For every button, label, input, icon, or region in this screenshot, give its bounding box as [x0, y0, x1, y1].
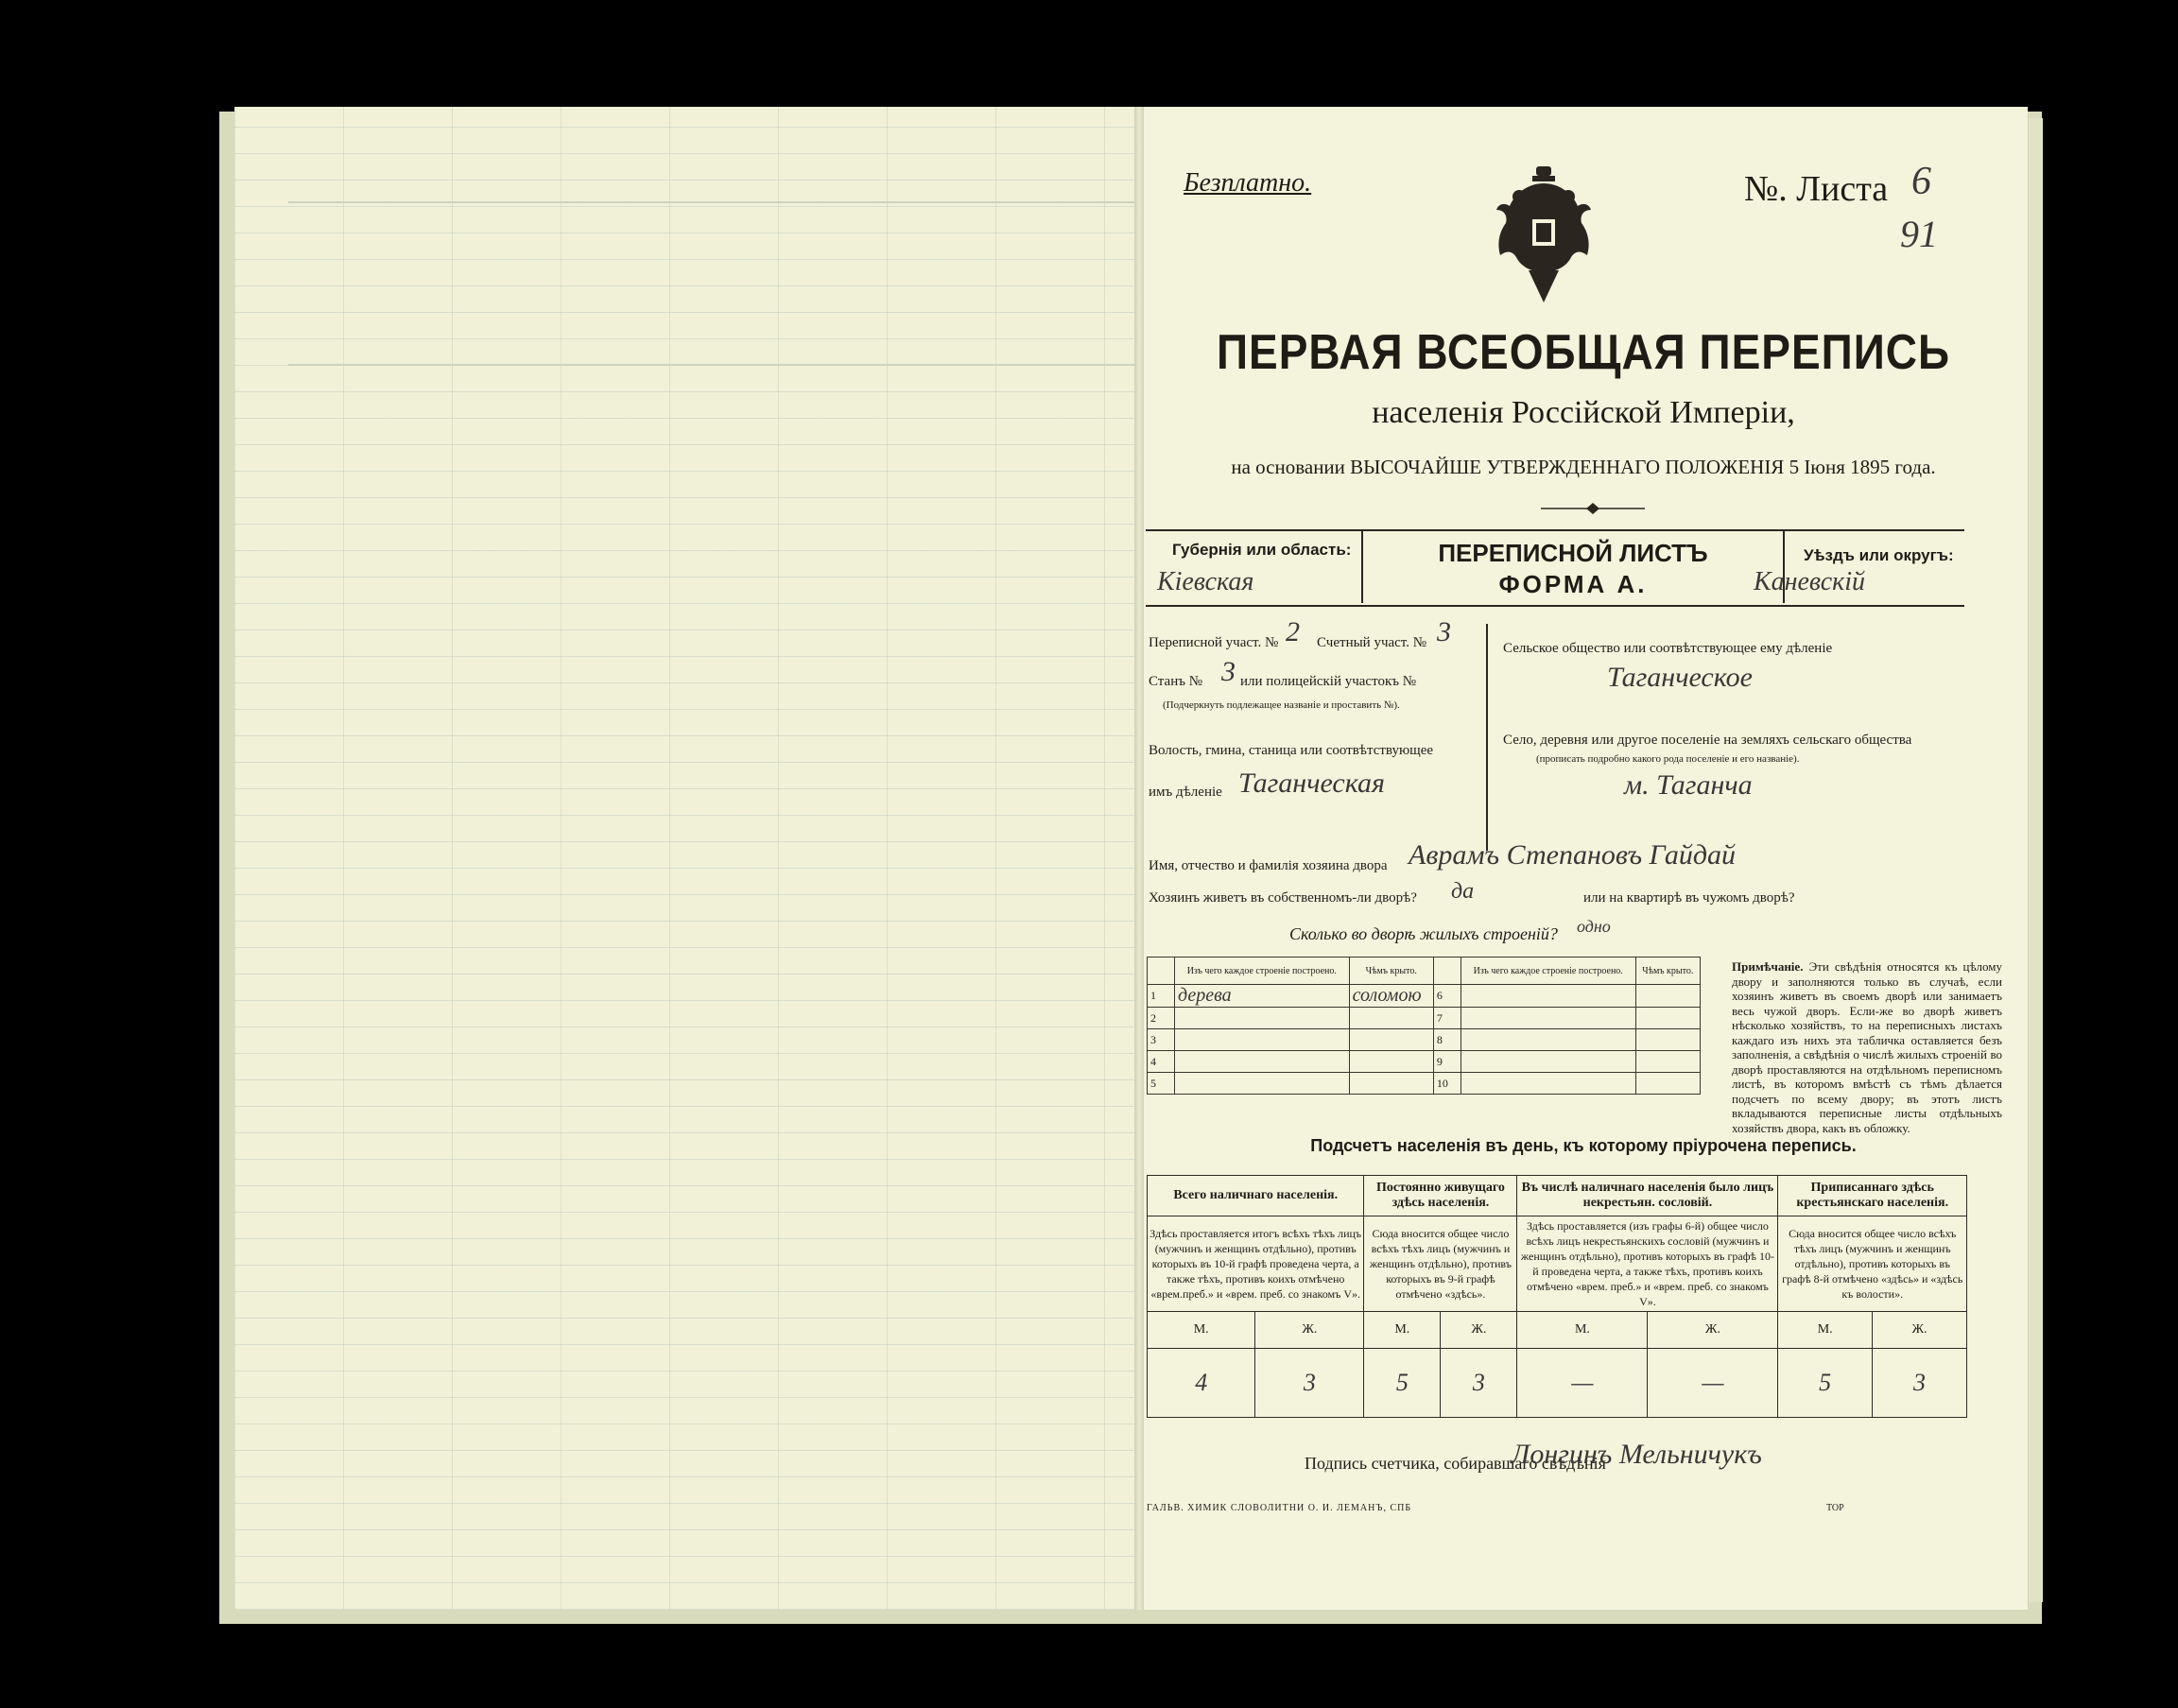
- roof-cell: [1349, 1029, 1433, 1051]
- dwellings-table: [1147, 957, 1701, 1095]
- roof-cell: [1635, 985, 1700, 1008]
- table-header-row: [1148, 958, 1701, 985]
- count-area-value: 3: [1437, 616, 1451, 647]
- table-row: [1148, 1051, 1701, 1073]
- table-header-cell: Чѣмъ крыто.: [1635, 958, 1700, 985]
- population-table: [1147, 1175, 1967, 1418]
- male-label: М.: [1148, 1312, 1255, 1349]
- male-count: 5: [1778, 1349, 1872, 1418]
- lives-value: да: [1451, 879, 1475, 904]
- female-label: Ж.: [1648, 1312, 1778, 1349]
- buildings-value: одно: [1577, 917, 1611, 936]
- material-cell: [1461, 1008, 1635, 1029]
- sheet-number-label: №. Листа: [1744, 169, 1889, 209]
- census-area-label: Переписной участ. №: [1149, 635, 1279, 650]
- table-header-cell: [1433, 958, 1461, 985]
- buildings-label: Сколько во дворѣ жилыхъ строеній?: [1289, 924, 1558, 943]
- stan-label: Станъ №: [1149, 674, 1203, 689]
- decree-line: на основании ВЫСОЧАЙШЕ УТВЕРЖДЕННАГО ПОЛОЖЕНІЯ 5 Іюня 1895 года.: [1231, 456, 1936, 478]
- printer-mark: TOP: [1826, 1503, 1844, 1513]
- free-label: Безплатно.: [1184, 168, 1312, 198]
- owner-value: Аврамъ Степановъ Гайдай: [1409, 839, 1737, 871]
- count-area-label: Счетный участ. №: [1317, 635, 1427, 650]
- material-cell: [1461, 1073, 1635, 1095]
- document-title: ПЕРВАЯ ВСЕОБЩАЯ ПЕРЕПИСЬ: [1216, 323, 1951, 380]
- population-title: Подсчетъ населенія въ день, къ которому пріурочена перепись.: [1310, 1136, 1857, 1155]
- lives-label-2: или на квартирѣ въ чужомъ дворѣ?: [1583, 890, 1795, 906]
- form-subtitle: ФОРМА А.: [1498, 570, 1648, 598]
- group-desc: Сюда вносится общее число всѣхъ тѣхъ лицъ (мужчинъ и женщинъ отдѣльно), противъ которыхъ въ 9-й графѣ отмѣчено «здѣсь».: [1364, 1216, 1517, 1312]
- note-title: Примѣчаніе.: [1732, 959, 1804, 974]
- signature-value: Лонгинъ Мельничукъ: [1511, 1439, 1762, 1470]
- right-page-edge: [2028, 118, 2043, 1602]
- village-society-value: Таганческое: [1607, 662, 1753, 693]
- uezd-label: Уѣздъ или округъ:: [1804, 546, 1954, 564]
- female-label: Ж.: [1255, 1312, 1364, 1349]
- row-number: 1: [1148, 985, 1175, 1008]
- table-header-cell: [1148, 958, 1175, 985]
- row-number: 9: [1433, 1051, 1461, 1073]
- roof-cell: [1349, 1008, 1433, 1029]
- volost-label-2: имъ дѣленіе: [1149, 785, 1222, 800]
- village-society-label: Сельское общество или соотвѣтствующее ему дѣленіе: [1503, 641, 1833, 656]
- material-cell: [1461, 985, 1635, 1008]
- table-row: [1148, 1349, 1967, 1418]
- table-row: [1148, 1073, 1701, 1095]
- male-count: —: [1517, 1349, 1648, 1418]
- printer-imprint: ГАЛЬВ. ХИМИК СЛОВОЛИТНИ О. И. ЛЕМАНЪ, СПБ: [1147, 1503, 1412, 1513]
- material-cell: [1461, 1051, 1635, 1073]
- document-subtitle: населенія Россійской Имперіи,: [1372, 395, 1795, 430]
- material-cell: [1175, 1029, 1350, 1051]
- signature-label: Подпись счетчика, собиравшаго свѣдѣнія: [1305, 1454, 1606, 1473]
- group-head: Приписаннаго здѣсь крестьянскаго населенія.: [1778, 1176, 1967, 1216]
- row-number: 8: [1433, 1029, 1461, 1051]
- material-cell: [1175, 1051, 1350, 1073]
- material-cell: [1461, 1029, 1635, 1051]
- roof-cell: соломою: [1349, 985, 1433, 1008]
- roof-cell: [1635, 1008, 1700, 1029]
- lives-label: Хозяинъ живетъ въ собственномъ-ли дворѣ?: [1149, 890, 1417, 906]
- table-header-row: [1148, 1176, 1967, 1216]
- ornament-divider: [1541, 501, 1645, 516]
- roof-cell: [1635, 1073, 1700, 1095]
- male-label: М.: [1778, 1312, 1872, 1349]
- female-label: Ж.: [1441, 1312, 1517, 1349]
- sheet-number-handwritten: 6: [1911, 160, 1931, 203]
- village-value: м. Таганча: [1624, 769, 1753, 801]
- table-sex-row: [1148, 1312, 1967, 1349]
- form-title: ПЕРЕПИСНОЙ ЛИСТЪ: [1438, 539, 1708, 567]
- table-row: [1148, 985, 1701, 1008]
- stan-value: 3: [1221, 656, 1236, 687]
- group-desc: Здѣсь проставляется итогъ всѣхъ тѣхъ лицъ (мужчинъ и женщинъ отдѣльно), противъ которыхъ въ 10-й графѣ проведена черта, а также тѣхъ, противъ коихъ отмѣчено «врем.преб.» и «врем. преб. со знакомъ V».: [1148, 1216, 1364, 1312]
- material-cell: [1175, 1008, 1350, 1029]
- female-count: 3: [1441, 1349, 1517, 1418]
- dwellings-note: [1732, 959, 2002, 1135]
- table-header-cell: Изъ чего каждое строеніе построено.: [1175, 958, 1350, 985]
- group-head: Всего наличнаго населенія.: [1148, 1176, 1364, 1216]
- double-headed-eagle-icon: [1491, 164, 1597, 306]
- female-count: —: [1648, 1349, 1778, 1418]
- row-number: 6: [1433, 985, 1461, 1008]
- group-head: Въ числѣ наличнаго населенія было лицъ некрестьян. сословій.: [1517, 1176, 1778, 1216]
- roof-cell: [1635, 1051, 1700, 1073]
- group-head: Постоянно живущаго здѣсь населенія.: [1364, 1176, 1517, 1216]
- gubernia-label: Губернія или область:: [1172, 541, 1352, 559]
- row-number: 5: [1148, 1073, 1175, 1095]
- row-number: 2: [1148, 1008, 1175, 1029]
- note-text: Эти свѣдѣнія относятся къ цѣлому двору и заполняются только въ случаѣ, если хозяинъ живетъ въ своемъ дворѣ или занимаетъ весь чужой дворъ. Если-же во дворѣ живетъ нѣсколько хозяйствъ, то на переписныхъ листахъ каждаго изъ нихъ эта табличка оставляется безъ заполненія, а свѣдѣнія о числѣ жилыхъ строеній во дворѣ проставляются на отдѣльномъ переписномъ листѣ, въ которомъ вмѣстѣ съ тѣмъ дѣлается подсчетъ по всему двору; въ этотъ листъ вкладываются переписные листы отдѣльныхъ хозяйствъ двора, какъ въ обложку.: [1732, 959, 2003, 1135]
- stan-label-2: или полицейскій участокъ №: [1240, 674, 1417, 689]
- village-note: (прописать подробно какого рода поселеніе и его названіе).: [1536, 753, 1800, 765]
- gubernia-value: Кіевская: [1157, 567, 1254, 596]
- table-header-cell: Чѣмъ крыто.: [1349, 958, 1433, 985]
- volost-label: Волость, гмина, станица или соотвѣтствующее: [1149, 743, 1434, 758]
- female-count: 3: [1255, 1349, 1364, 1418]
- roof-cell: [1349, 1051, 1433, 1073]
- material-cell: [1175, 1073, 1350, 1095]
- left-page-ruled-header: [288, 201, 1137, 366]
- female-label: Ж.: [1872, 1312, 1966, 1349]
- census-area-value: 2: [1286, 616, 1300, 647]
- row-number: 3: [1148, 1029, 1175, 1051]
- table-row: [1148, 1029, 1701, 1051]
- fields-divider: [1486, 624, 1488, 851]
- male-label: М.: [1517, 1312, 1648, 1349]
- male-count: 5: [1364, 1349, 1441, 1418]
- uezd-value: Каневскій: [1754, 567, 1866, 596]
- male-label: М.: [1364, 1312, 1441, 1349]
- row-number: 7: [1433, 1008, 1461, 1029]
- roof-cell: [1349, 1073, 1433, 1095]
- material-cell: дерева: [1175, 985, 1350, 1008]
- male-count: 4: [1148, 1349, 1255, 1418]
- sheet-number-handwritten-2: 91: [1900, 213, 1938, 255]
- table-row: [1148, 1008, 1701, 1029]
- roof-cell: [1635, 1029, 1700, 1051]
- female-count: 3: [1872, 1349, 1966, 1418]
- group-desc: Сюда вносится общее число всѣхъ тѣхъ лицъ (мужчинъ и женщинъ отдѣльно), противъ которыхъ въ графѣ 8-й отмѣчено «здѣсь» и «здѣсь къ волости».: [1778, 1216, 1967, 1312]
- row-number: 10: [1433, 1073, 1461, 1095]
- owner-label: Имя, отчество и фамилія хозяина двора: [1149, 858, 1388, 873]
- table-header-cell: Изъ чего каждое строеніе построено.: [1461, 958, 1635, 985]
- village-label: Село, деревня или другое поселеніе на земляхъ сельскаго общества: [1503, 733, 1912, 748]
- volost-value: Таганческая: [1238, 768, 1385, 799]
- table-desc-row: [1148, 1216, 1967, 1312]
- group-desc: Здѣсь проставляется (изъ графы 6-й) общее число всѣхъ лицъ некрестьянскихъ сословій (мужчинъ и женщинъ отдѣльно), противъ которыхъ въ графѣ 10-й проведена черта, а также тѣхъ, противъ коихъ отмѣчено «врем. преб.» и «врем. преб. со знакомъ V».: [1517, 1216, 1778, 1312]
- stan-note: (Подчеркнуть подлежащее названіе и проставить №).: [1163, 699, 1400, 711]
- row-number: 4: [1148, 1051, 1175, 1073]
